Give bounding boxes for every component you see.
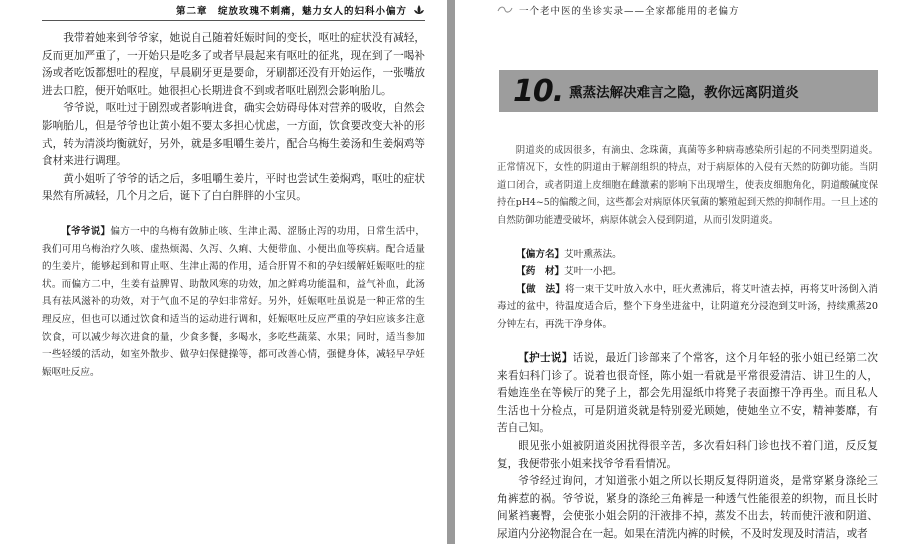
nurse-note-tag: 【护士说】 <box>518 352 573 365</box>
recipe-method-line <box>497 281 878 333</box>
running-head-text: 一个老中医的坐诊实录——全家都能用的老偏方 <box>519 6 740 17</box>
running-head-text: 第二章 绽放玫瑰不刺痛，魅力女人的妇科小偏方 <box>175 6 407 17</box>
story-paragraph: 我带着她来到爷爷家，她说自己随着妊娠时间的变长，呕吐的症状没有减轻，反而更加严重了，一开始只是吃多了或者早晨起来有呕吐的征兆，现在到了一喝补汤或者吃饭都想吐的程度，早晨刷牙更是要命，牙刷都还没有开始运作，一张嘴放进去口腔，便开始呕吐。她很担心长期进食不到或者呕吐剧烈会影响胎儿。 <box>42 32 425 97</box>
right-page <box>455 0 900 544</box>
recipe-name-line <box>497 246 878 263</box>
story-paragraph: 爷爷说，呕吐过于剧烈或者影响进食，确实会妨碍母体对营养的吸收，自然会影响胎儿，但是爷爷也让黄小姐不要太多担心忧虑，一方面，饮食要改变大补的形式，转为清淡均衡就好，另外，就是多咀嚼生姜片，配合乌梅生姜汤和生姜焖鸡等食材来进行调理。 <box>42 102 425 168</box>
chapter-intro: 阴道炎的成因很多，有滴虫、念珠菌，真菌等多种病毒感染所引起的不同类型阴道炎。正常情况下，女性的阴道由于解剖组织的特点，对于病原体的入侵有天然的防御功能。当阴道口闭合，或者阴道上皮细胞在雌激素的影响下出现增生，使表皮细胞角化，阴道酸碱度保持在pH4~5的偏酸之间，这些都会对病原体厌氧菌的繁殖起到天然的抑制作用。一旦上述的自然防御功能遭受破坏，病原体就会入侵到阴道，从而引发阴道炎。 <box>497 145 878 226</box>
chapter-banner <box>499 70 878 112</box>
nurse-note-text: 话说，最近门诊部来了个常客，这个月年轻的张小姐已经第二次来看妇科门诊了。说着也很奇怪，陈小姐一看就是平常很爱清洁、讲卫生的人，看她连坐在等候厅的凳子上，都会先用湿纸巾将凳子表面擦干净再坐。而且私人生活也十分检点，可是阴道炎就是特别爱光顾她，使她坐立不安，精神萎靡，有苦自己知。 <box>497 352 879 435</box>
left-page <box>0 0 447 544</box>
recipe-method-text: 将一束干艾叶放入水中，旺火煮沸后，将艾叶渣去掉，再将艾叶汤倒入消毒过的盆中，待温度适合后，整个下身坐进盆中，让阴道充分浸泡到艾叶汤，持续熏蒸20分钟左右，再洗干净身体。 <box>497 283 879 330</box>
recipe-method-label: 【做 法】 <box>516 283 566 295</box>
recipe-name-text: 艾叶熏蒸法。 <box>564 249 622 261</box>
recipe-name-label: 【偏方名】 <box>516 249 565 261</box>
grandpa-note <box>42 223 425 381</box>
recipe-block <box>497 246 878 333</box>
lotus-icon <box>413 4 425 16</box>
recipe-materials-line <box>497 263 878 280</box>
grandpa-note-tag: 【爷爷说】 <box>61 225 111 237</box>
grandpa-note-text: 偏方一中的乌梅有敛肺止咳、生津止渴、涩肠止泻的功用，日常生活中，我们可用乌梅治疗久咳、虚热烦渴、久泻、久痢、大便带血、小便出血等疾病。配合适量的生姜片，能够起到和胃止呕、生津止渴的作用，适合肝胃不和的孕妇缓解妊娠呕吐的症状。而偏方二中，生姜有益脾胃、助散风寒的功效，加之鲜鸡功能温和，益气补血，此汤具有祛风滋补的功效，对于气血不足的孕妇非常好。另外，妊娠呕吐虽说是一种正常的生理反应，但也可以通过饮食和适当的运动进行调和，妊娠呕吐反应严重的孕妇应该多注意饮食，可以减少每次进食的量，少食多餐，多喝水，多吃些蔬菜、水果；同时，适当参加一些轻缓的活动，如室外散步、做孕妇保健操等，都可改善心情，强健身体，减轻早孕妊娠呕吐反应。 <box>42 225 426 378</box>
swirl-ornament-icon <box>497 5 513 15</box>
book-gutter <box>447 0 455 544</box>
chapter-number: 10. <box>513 73 564 109</box>
recipe-materials-label: 【药 材】 <box>516 266 565 278</box>
story-paragraph: 黄小姐听了爷爷的话之后，多咀嚼生姜片，平时也尝试生姜焖鸡，呕吐的症状果然有所减轻，几个月之后，诞下了白白胖胖的小宝贝。 <box>42 172 425 203</box>
story-paragraph: 眼见张小姐被阴道炎困扰得很辛苦，多次看妇科门诊也找不着门道，反反复复，我便带张小姐来找爷爷看看情况。 <box>497 440 878 470</box>
story-paragraph: 爷爷经过询问，才知道张小姐之所以长期反复得阴道炎，是常穿紧身涤纶三角裤惹的祸。爷爷说，紧身的涤纶三角裤是一种透气性能很差的织物，而且长时间紧裆裹臀，会使张小姐会阴的汗液排不掉，蒸发不出去，转而使汗液和阴道、尿道内分泌物混合在一起。如果在清洗内裤的时候，不及时发现及时清洁，或者 <box>497 475 878 540</box>
running-head <box>497 0 878 20</box>
nurse-note <box>497 350 878 438</box>
recipe-materials-text: 艾叶一小把。 <box>564 266 622 278</box>
running-head <box>42 0 425 21</box>
chapter-title: 熏蒸法解决难言之隐，教你远离阴道炎 <box>569 85 799 101</box>
